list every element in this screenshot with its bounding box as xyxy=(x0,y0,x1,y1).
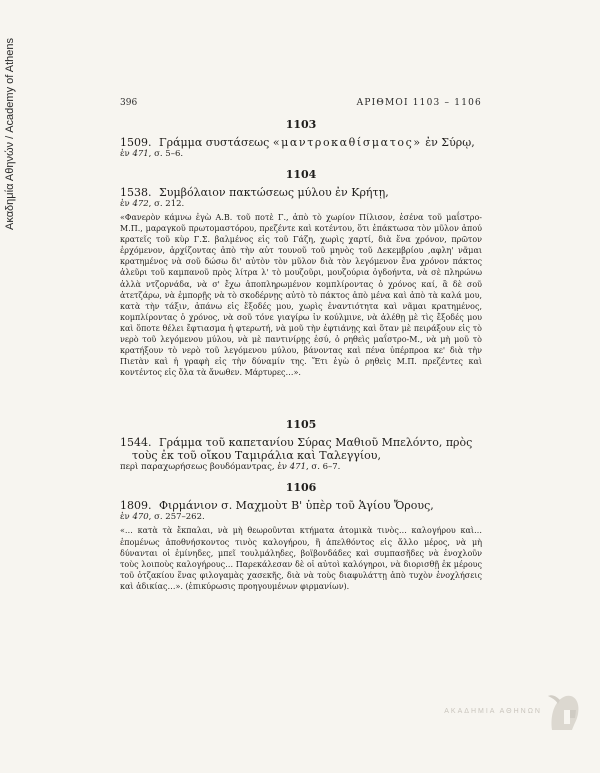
entry-title-text: Φιρμάνιον σ. Μαχμοὺτ Β' ὑπὲρ τοῦ Ἁγίου Ὄρους, xyxy=(159,499,434,513)
reference-prefix: ἐν xyxy=(120,149,133,159)
academy-watermark xyxy=(432,690,582,738)
entry-title xyxy=(120,436,482,462)
entry-number: 1538. xyxy=(120,186,152,199)
archive-side-label: Ακαδημία Αθηνών / Academy of Athens xyxy=(4,37,16,230)
reference-volume: 471 xyxy=(132,149,149,159)
entry-reference xyxy=(120,462,482,473)
entry-reference xyxy=(120,512,482,523)
entry-title xyxy=(120,186,482,199)
entry-1105 xyxy=(120,418,482,473)
page-header xyxy=(120,98,482,112)
section-number: 1105 xyxy=(285,418,317,432)
entry-title xyxy=(120,499,482,512)
entry-number: 1809. xyxy=(120,499,152,513)
reference-pages: , σ. 6–7. xyxy=(306,462,341,473)
reference-prefix: ἐν xyxy=(120,512,133,523)
helmet-logo-icon xyxy=(546,690,582,736)
entry-reference xyxy=(120,199,482,210)
page-content xyxy=(120,118,482,592)
document-excerpt: «Φανερὸν κάμνω ἐγὼ Α.Β. τοῦ ποτὲ Γ., ἀπὸ τὸ χωρίον Πίλισον, ἐσένα τοῦ μαΐστρο-Μ.Π., μαραγκοῦ πρωτομαστόρου, πρεζέντε καὶ κοτέντου, ὅτι ἐπάκτωσα τὸν μῦλον ἀπού κρατεῖς τοῦ κὺρ Γ.Σ. βαλμένος εἰς τοῦ Γάζη, χωρὶς χαρτί, διὰ ἕνα χρόνον, πρῶτον ἐρχόμενον, ἀρχίζοντας ἀπὸ τὴν αὐτ τουνοῦ τοῦ μηνὸς τοῦ Δεκεμβρίου ,αφλη' νᾶμαι κρατημένος νὰ σοῦ δώσω δι' αὐτὸν τὸν μῦλον διὰ τὸν λεγόμενον ἕνα χρόνον πάκτος ἀλεῦρι τοῦ καμπανοῦ πρὸς λίτρα λ' τὸ μουζοῦρι, μουζούρια ὀγδοήντα, νὰ σὲ πληρώνω ἀλλὰ ντζορνάδα, νὰ σ' ἔχω ἀποπληρωμένον κομπλίροντας ὁ χρόνος καί, ἃ δὲ σοῦ ἀτετζάρω, νὰ ἐμπορῇς νὰ τὸ σκοδέρνῃς αὐτὸ τὸ πάκτος ἀπὸ μένα καὶ ἀπὸ τὰ καλά μου, κατὰ τὴν τάξιν, ἀπάνω εἰς ἔξοδές μου, χωρὶς ἐναντιότητα καὶ νᾶμαι κρατημένος, κομπλίροντας ὁ χρόνος, νὰ σοῦ τόνε γιαγίρω ἰν κούλμινε, νὰ ἀλέθῃ μὲ τὶς ἔξοδές μου καὶ ὅποτε θέλει ἔφτιασμα ἡ φτερωτή, νὰ μοῦ τὴν ἐφτιάνῃς καὶ ὅταν μὲ πειράξουν εἰς τὸ νερὸ τοῦ λεγόμενου μύλου, νὰ μὲ παντινίρῃς ἐσύ, ὁ ρηθεὶς μαΐστρο-Μ., νὰ μὴ μοῦ τὸ κρατήξουν τὸ νερὸ τοῦ λεγόμενου μύλου, βάνοντας καὶ πένα ὑπέρπροα κε' διὰ τὴν Πιετὰν καὶ ἡ γραφὴ εἰς τὴν δύναμίν της. Ἔτι ἐγὼ ὁ ρηθεὶς Μ.Π. πρεζέντες καὶ κοντέντος εἰς ὅλα τὰ ἄνωθεν. Μάρτυρες…». xyxy=(120,213,482,378)
section-number: 1104 xyxy=(285,168,317,181)
entry-1106 xyxy=(120,481,482,592)
entry-title xyxy=(120,136,482,149)
entry-1104 xyxy=(120,168,482,378)
watermark-text: ΑΚΑΔΗΜΙΑ ΑΘΗΝΩΝ xyxy=(444,708,542,715)
entry-reference xyxy=(120,149,482,160)
reference-prefix: ἐν xyxy=(120,199,133,209)
entry-title-text: Συμβόλαιον πακτώσεως μύλου ἐν Κρήτῃ, xyxy=(159,186,389,199)
reference-volume: 471 xyxy=(289,462,306,473)
reference-pages: , σ. 5–6. xyxy=(148,149,184,159)
entry-1103 xyxy=(120,118,482,160)
running-title: ΑΡΙΘΜΟΙ 1103 – 1106 xyxy=(356,98,482,108)
reference-volume: 472 xyxy=(132,199,149,209)
document-excerpt: «… κατὰ τὰ ἔκπαλαι, νὰ μὴ θεωροῦνται κτήματα ἀτομικὰ τινὸς… καλογήρου καὶ… ἐπομένως ἀποθνήσκοντος τινὸς καλογήρου, ἢ ἀπελθόντος εἰς ἄλλο μέρος, νὰ μὴ δύνανται οἱ ἐμίνηδες, μπεῖ τουλμάληδες, βοϊβονδάδες καὶ συμπασῆδες νὰ ἐνοχλοῦν τοὺς λοιποὺς καλογήρους… Παρεκάλεσαν δὲ οἱ αὐτοὶ καλόγηροι, νὰ διορισθῇ ἐκ μέρους τοῦ ὀτζακίου ἕνας φιλογαμὰς χασεκῆς, διὰ νὰ τοὺς διαφυλάττῃ ἀπὸ τυχὸν ἐνοχλήσεις καὶ ἀδικίας…». (ἐπικύρωσις προηγουμένων φιρμανίων). xyxy=(120,526,482,591)
reference-prefix: περὶ παραχωρήσεως βουδόμαντρας, ἐν xyxy=(120,462,290,473)
entry-title-text: Γράμμα τοῦ καπετανίου Σύρας Μαθιοῦ Μπελόντο, πρὸς τοὺς ἐκ τοῦ οἴκου Ταμιράλια καὶ Ταλεγγίου, xyxy=(132,436,473,463)
entry-title-spaced: «μαντροκαθίσματος» xyxy=(272,136,422,149)
section-number: 1106 xyxy=(285,481,317,495)
entry-title-place: ἐν Σύρῳ, xyxy=(425,136,475,149)
entry-number: 1544. xyxy=(120,436,152,450)
page-number: 396 xyxy=(120,98,138,108)
entry-title-text: Γράμμα συστάσεως xyxy=(159,136,270,149)
entry-number: 1509. xyxy=(120,136,152,149)
reference-volume: 470 xyxy=(132,512,149,523)
reference-pages: , σ. 212. xyxy=(148,199,185,209)
reference-pages: , σ. 257–262. xyxy=(148,512,205,523)
section-number: 1103 xyxy=(285,118,317,131)
